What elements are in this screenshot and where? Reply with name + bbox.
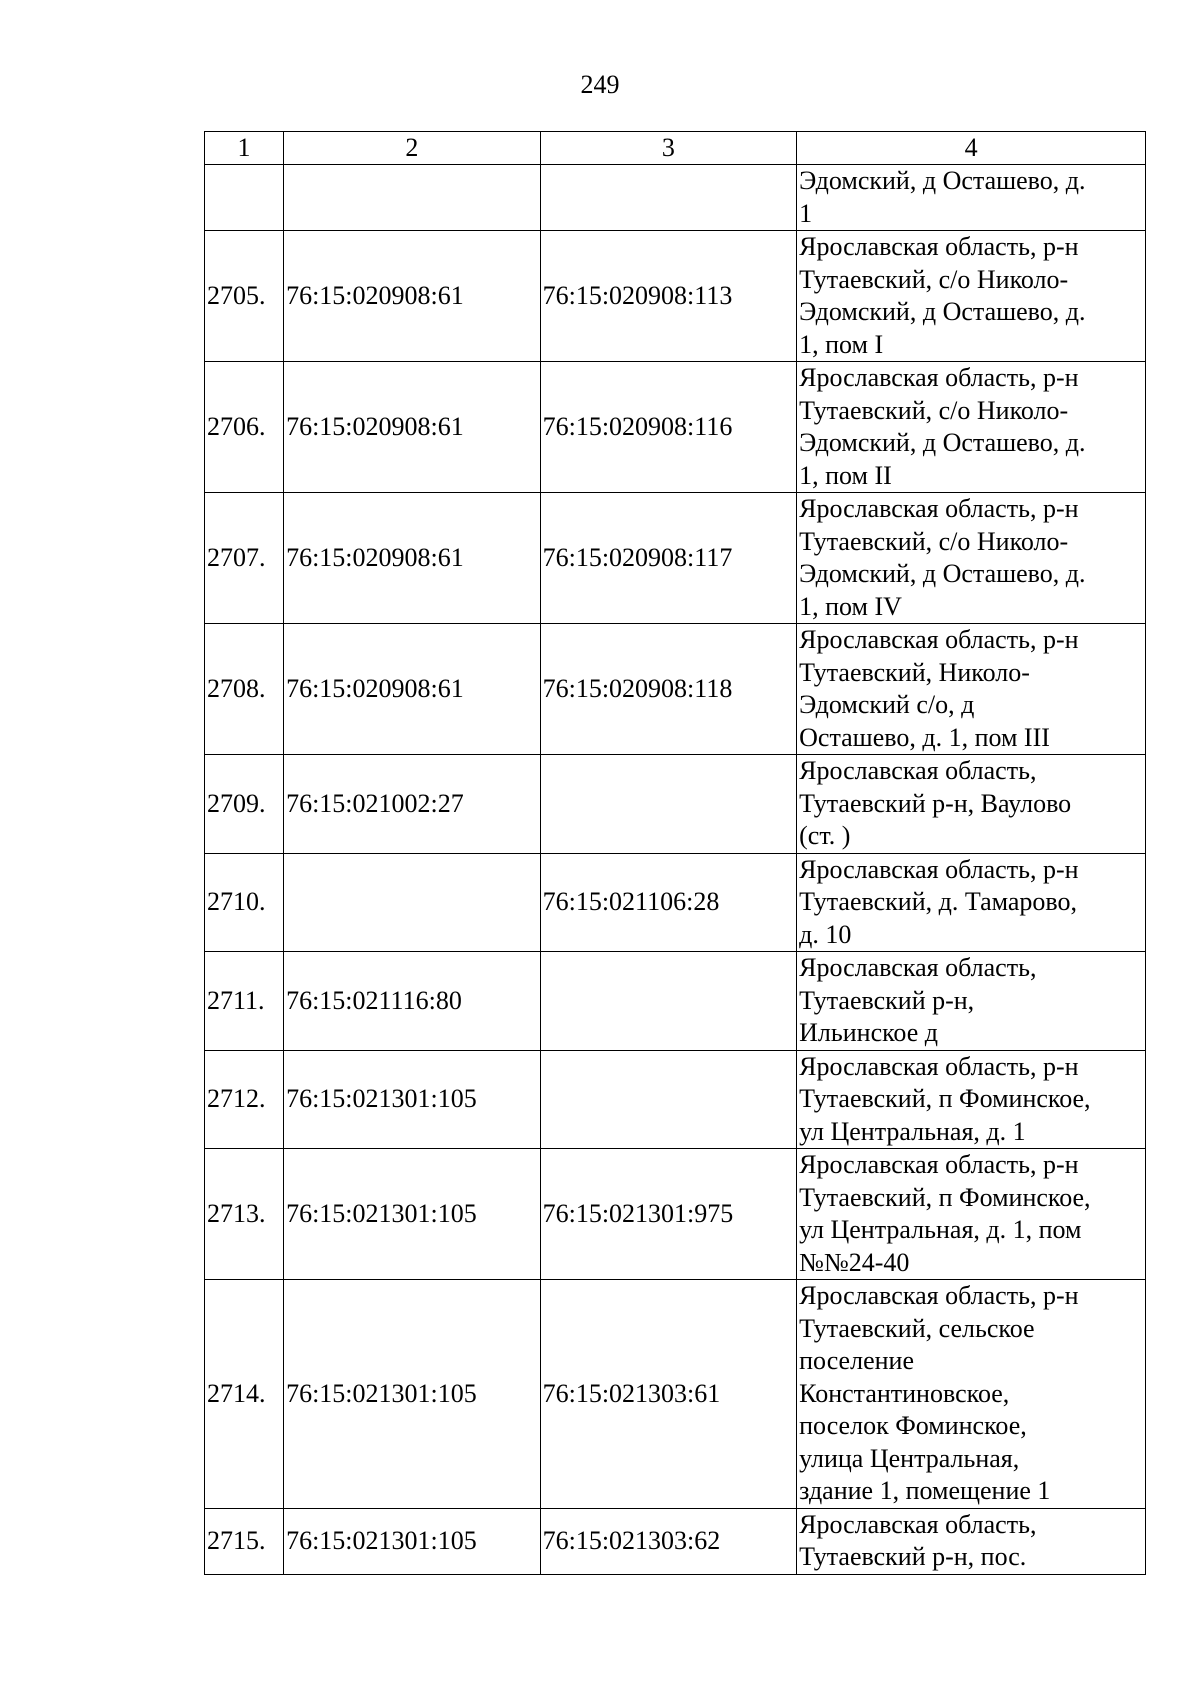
table-row [205, 952, 1146, 1051]
row-number: 2710. [205, 853, 284, 952]
object-cadastral-number [540, 165, 797, 231]
address: Ярославская область, р-н Тутаевский, д. Тамарово, д. 10 [797, 853, 1146, 952]
table-row [205, 1149, 1146, 1280]
table-row [205, 755, 1146, 854]
table-row [205, 1280, 1146, 1509]
row-number: 2709. [205, 755, 284, 854]
object-cadastral-number: 76:15:021303:62 [540, 1508, 797, 1574]
cadastral-number: 76:15:020908:61 [284, 493, 541, 624]
table-row [205, 853, 1146, 952]
cadastral-number: 76:15:021301:105 [284, 1050, 541, 1149]
address: Эдомский, д Осташево, д. 1 [797, 165, 1146, 231]
address: Ярославская область, р-н Тутаевский, Николо- Эдомский с/о, д Осташево, д. 1, пом III [797, 624, 1146, 755]
object-cadastral-number: 76:15:020908:117 [540, 493, 797, 624]
address: Ярославская область, р-н Тутаевский, п Фоминское, ул Центральная, д. 1 [797, 1050, 1146, 1149]
cadastral-number: 76:15:020908:61 [284, 624, 541, 755]
address: Ярославская область, р-н Тутаевский, с/о Николо- Эдомский, д Осташево, д. 1, пом I [797, 231, 1146, 362]
cadastral-number: 76:15:020908:61 [284, 362, 541, 493]
row-number: 2715. [205, 1508, 284, 1574]
object-cadastral-number [540, 755, 797, 854]
row-number: 2714. [205, 1280, 284, 1509]
row-number: 2706. [205, 362, 284, 493]
row-number: 2708. [205, 624, 284, 755]
address: Ярославская область, р-н Тутаевский, п Фоминское, ул Центральная, д. 1, пом №№24-40 [797, 1149, 1146, 1280]
row-number [205, 165, 284, 231]
address: Ярославская область, р-н Тутаевский, с/о Николо- Эдомский, д Осташево, д. 1, пом IV [797, 493, 1146, 624]
address: Ярославская область, р-н Тутаевский, с/о Николо- Эдомский, д Осташево, д. 1, пом II [797, 362, 1146, 493]
address: Ярославская область, р-н Тутаевский, сельское поселение Константиновское, поселок Фоминское, улица Центральная, здание 1, помещение 1 [797, 1280, 1146, 1509]
object-cadastral-number: 76:15:021303:61 [540, 1280, 797, 1509]
header-col-2: 2 [284, 132, 541, 165]
page-number: 249 [580, 70, 620, 99]
object-cadastral-number [540, 1050, 797, 1149]
object-cadastral-number: 76:15:020908:113 [540, 231, 797, 362]
table-row [205, 624, 1146, 755]
header-col-4: 4 [797, 132, 1146, 165]
cadastral-number: 76:15:021116:80 [284, 952, 541, 1051]
object-cadastral-number [540, 952, 797, 1051]
object-cadastral-number: 76:15:021301:975 [540, 1149, 797, 1280]
table-header [205, 132, 1146, 165]
cadastral-number: 76:15:020908:61 [284, 231, 541, 362]
row-number: 2712. [205, 1050, 284, 1149]
cadastral-number [284, 165, 541, 231]
table-row [205, 1050, 1146, 1149]
object-cadastral-number: 76:15:021106:28 [540, 853, 797, 952]
cadastral-number [284, 853, 541, 952]
object-cadastral-number: 76:15:020908:116 [540, 362, 797, 493]
table-row [205, 493, 1146, 624]
address: Ярославская область, Тутаевский р-н, Ильинское д [797, 952, 1146, 1051]
header-col-1: 1 [205, 132, 284, 165]
cadastral-number: 76:15:021301:105 [284, 1149, 541, 1280]
row-number: 2713. [205, 1149, 284, 1280]
cadastral-number: 76:15:021301:105 [284, 1280, 541, 1509]
cadastral-number: 76:15:021002:27 [284, 755, 541, 854]
cadastral-number: 76:15:021301:105 [284, 1508, 541, 1574]
address: Ярославская область, Тутаевский р-н, пос. [797, 1508, 1146, 1574]
row-number: 2711. [205, 952, 284, 1051]
table-row [205, 165, 1146, 231]
table-row [205, 1508, 1146, 1574]
table-row [205, 362, 1146, 493]
address: Ярославская область, Тутаевский р-н, Ваулово (ст. ) [797, 755, 1146, 854]
registry-table [204, 131, 1146, 1575]
row-number: 2705. [205, 231, 284, 362]
header-col-3: 3 [540, 132, 797, 165]
table-row [205, 231, 1146, 362]
header-row [205, 132, 1146, 165]
table-body [205, 165, 1146, 1575]
object-cadastral-number: 76:15:020908:118 [540, 624, 797, 755]
row-number: 2707. [205, 493, 284, 624]
